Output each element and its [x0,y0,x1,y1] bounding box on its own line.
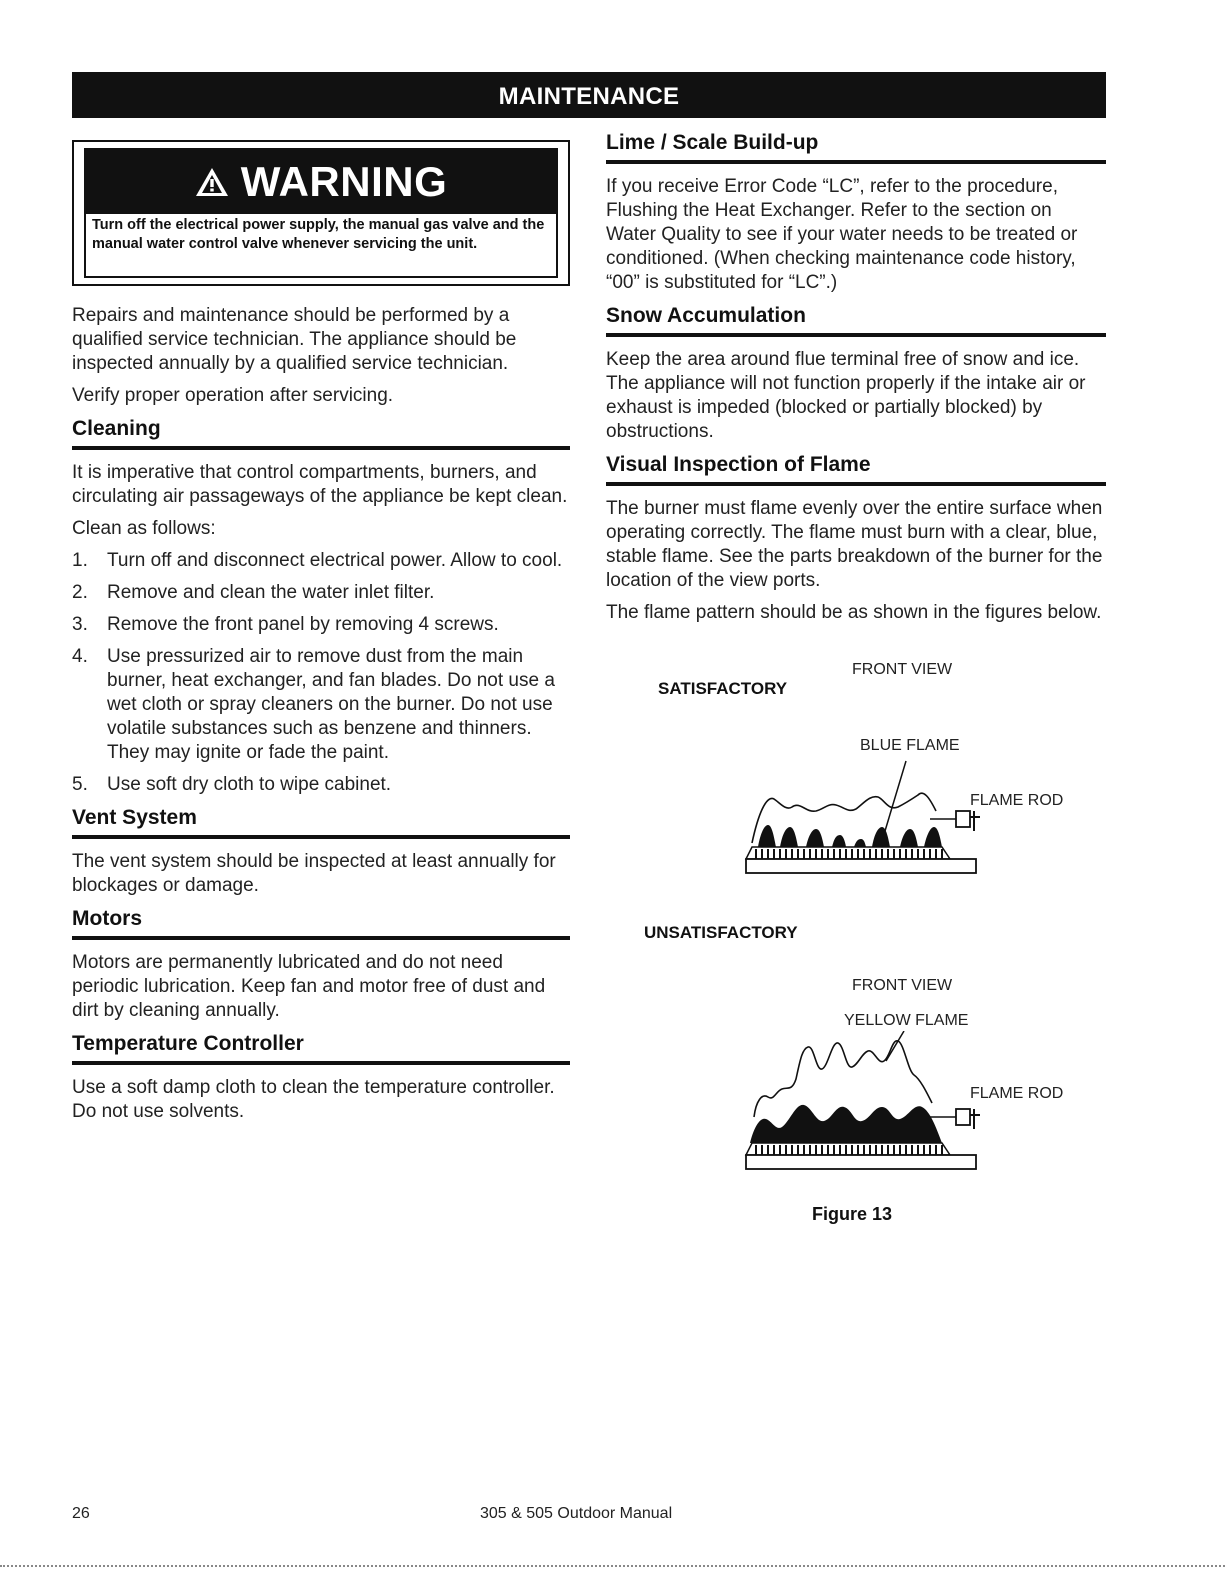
flame-pattern-paragraph: The flame pattern should be as shown in the figures below. [606,602,1102,623]
manual-title: 305 & 505 Outdoor Manual [480,1505,673,1522]
warning-header [86,150,556,214]
warning-box [72,140,570,286]
warning-inner [84,148,558,278]
list-item: 2. Remove and clean the water inlet filter. [72,582,435,603]
list-item: 5. Use soft dry cloth to wipe cabinet. [72,774,392,795]
blue-flame-label: BLUE FLAME [860,737,960,754]
left-column [72,140,570,1124]
flame-heading: Visual Inspection of Flame [606,452,1106,486]
satisfactory-burner-diagram [736,755,986,875]
bottom-dotted-rule [0,1565,1225,1567]
figure-caption: Figure 13 [812,1204,893,1224]
warning-title: WARNING [240,158,448,205]
motors-paragraph: Motors are permanently lubricated and do not need periodic lubrication. Keep fan and motor free of dust and dirt by cleaning annually. [72,952,546,1021]
flame-rod-label: FLAME ROD [970,792,1064,809]
unsatisfactory-label: UNSATISFACTORY [644,923,798,942]
vent-paragraph: The vent system should be inspected at least annually for blockages or damage. [72,851,556,896]
list-item: 4. Use pressurized air to remove dust from the main burner, heat exchanger, and fan blades. Do not use a wet cloth or spray cleaners on the burner. Do not use volatile substances such as benzene and thinners. They may ignite or fade the paint. [72,646,555,763]
motors-heading: Motors [72,906,570,940]
front-view-label: FRONT VIEW [852,661,953,678]
vent-heading: Vent System [72,805,570,839]
temperature-heading: Temperature Controller [72,1031,570,1065]
list-item: 3. Remove the front panel by removing 4 screws. [72,614,499,635]
intro-paragraph: Repairs and maintenance should be performed by a qualified service technician. The appliance should be inspected annually by a qualified service technician. [72,305,517,374]
temperature-paragraph: Use a soft damp cloth to clean the temperature controller. Do not use solvents. [72,1077,555,1122]
unsatisfactory-burner-diagram [736,1031,986,1171]
lime-paragraph: If you receive Error Code “LC”, refer to the procedure, Flushing the Heat Exchanger. Refer to the section on Water Quality to see if your water needs to be treated or conditioned. (When checking maintenance code history, “00” is substituted for “LC”.) [606,176,1078,293]
flame-paragraph: The burner must flame evenly over the entire surface when operating correctly. The flame must burn with a clear, blue, stable flame. See the parts breakdown of the burner for the location of the view ports. [606,498,1103,591]
warning-text: Turn off the electrical power supply, the manual gas valve and the manual water control valve whenever servicing the unit. [92,217,545,252]
list-item: 1. Turn off and disconnect electrical power. Allow to cool. [72,550,563,571]
warning-triangle-icon [195,167,229,197]
cleaning-intro: Clean as follows: [72,518,216,539]
front-view-label-2: FRONT VIEW [852,977,953,994]
yellow-flame-label: YELLOW FLAME [844,1012,969,1029]
section-banner: MAINTENANCE [72,72,1106,118]
intro-verify: Verify proper operation after servicing. [72,385,394,406]
page-number: 26 [72,1505,90,1522]
flame-rod-label-2: FLAME ROD [970,1085,1064,1102]
satisfactory-label: SATISFACTORY [658,679,788,698]
snow-paragraph: Keep the area around flue terminal free of snow and ice. The appliance will not function properly if the intake air or exhaust is impeded (blocked or partially blocked) by obstructions. [606,349,1086,442]
right-column [606,130,1106,625]
cleaning-heading: Cleaning [72,416,570,450]
figure-13 [606,655,1106,1235]
snow-heading: Snow Accumulation [606,303,1106,337]
cleaning-paragraph: It is imperative that control compartments, burners, and circulating air passageways of the appliance be kept clean. [72,462,568,507]
lime-heading: Lime / Scale Build-up [606,130,1106,164]
cleaning-steps [72,549,570,797]
